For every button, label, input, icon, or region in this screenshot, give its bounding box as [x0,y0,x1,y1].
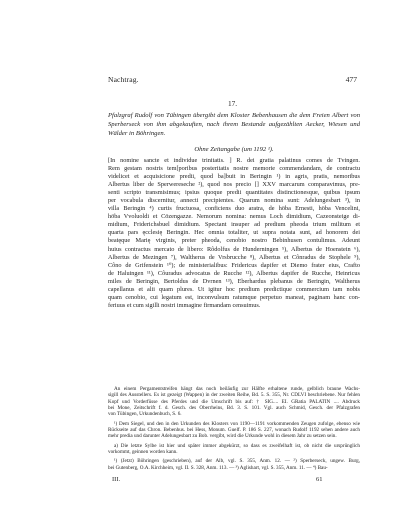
text-line: höba Vvoluoldi et Cözengazze. Nemorum nomina: nemus Loch dimidium, Cazeonsteige di- [108,213,360,221]
signature-volume: III. [112,476,121,483]
note-line: bei Mone, Zeitschrift f. d. Gesch. des Oberrheins, Bd. 3. S. 101. Vgl. auch Schmid, Gesch. der Pfalzgrafen [108,405,360,412]
text-line: quarta pars ęcclesię Beringin. Hec omnia totaliter, ut supra notata sunt, ad honorem dei [108,229,360,237]
note-line: Kopf und Vorderfüsse des Pferdes und die Umschrift bis auf: † SIG.... EI. GRatia PALATIN .... Abdruck [108,398,360,405]
text-line: beatęque Marię virginis, preter pheoda, cenobio nostro Bebinhusen contulimus. Adeunt [108,237,360,245]
text-line: huius contractus mercato de libero: Rôdolfus de Hunderningen ⁵), Albertus de Hoenstein ⁶), [108,245,360,253]
charter-text [108,157,360,310]
note-line: ¹) (Jetzt) Böhringen (geschrieben), auf der Alb, vgl. S. 355, Anm. 12. — ²) Sperberseck, ungew. Burg, [114,458,360,465]
text-line: de Haluingen ¹¹), Côuradus advocatus de Rucche ¹²), Albertus dapifer de Rucche, Heinricus [108,269,360,277]
text-line: midium, Friderichsbuel dimidium. Spectant insuper ad predium pheoda trium militum et [108,221,360,229]
text-line: per vocabula discernitur, annecti precipientes. Quarum nomina sunt: Adelungesbart ³), in [108,197,360,205]
note-line: sigill des Ausstellers. Es ist gezeigt (Wappen) in der zweiten Reihe, Bd. 5. S. 355, Nr. CDLVI beschriebene. Nur fehlen [108,392,360,399]
running-head [108,75,357,89]
note-line: An einem Pergamentstreifen hängt das noch beiläufig zur Hälfte erhaltene runde, gelblich braune Wachs- [114,386,360,392]
note-line: von Tübingen, Urkundenbuch, S. 6. [108,411,182,418]
text-line: quam cenobio, cui legatum est, inconvulsum ratumque perpetuo maneat, paginam hanc con- [108,293,360,301]
note-line: vorkommt, geinnen worden kann. [108,449,178,456]
running-head-section: Nachtrag. [108,75,139,84]
text-line: Albertus de Mezingen ⁷), Waltherus de Vrsbrucche ⁸), Albertus et Cônradus de Stophele ⁹), [108,253,360,261]
text-line: feriuus et cum sigilli nostri immagine firmandam censuimus. [108,301,261,309]
signature-sheet: 61 [316,476,323,483]
document-number: 17. [227,99,238,108]
text-line: Côno de Grifenstein ¹⁰); de ministerialibus: Fridericus dapifer et Diemo frater eius, Crafto [108,261,360,269]
text-line: Albertus liber de Sperwereseche ²), quod nos precio [] XXV marcarum comparavimus, pre- [108,181,360,189]
text-line: senti scripto transmisimus; ipsius quoque predii quantitates distinctionesque, quibus ipsum [108,189,360,197]
footnotes [108,386,360,471]
note-line: a) Die letzte Sylbe ist hier und später immer abgekürzt, so dass es zweifelhaft ist, ob nicht die ursprünglich [114,442,360,449]
text-line: capellanus et alii quam plures. Ut igitur hoc predium predictique commercium tam nobis [108,285,360,293]
text-line: villa Beringin ⁴) curtis fructuosa, conficiens duo aratra, de höba Ernesti, höba Vencelini, [108,205,360,213]
note-line: mehr predia und darunter Adelungesbart zu Bob. vergibt, wird die Urkunde wohl in diesem Jahr zu setzen sein. [108,433,337,440]
signature-mark [108,476,357,486]
note-line: Rückseite auf das Chron. Bebenhus. bei Hess, Monum. Guelf. P. 186 S. 227, wonach Rudolf 1192 sehen andere auch [108,427,360,434]
text-line: miles de Beringin, Bertoldus de Dvrnen ¹³), Eberhardus plebanus de Beringin, Waltherus [108,277,360,285]
note-line: ¹) Dem Siegel, und den in den Urkunden des Klosters von 1190—1191 vorkommenden Zeugen zufolge, ebenso wie [114,420,360,427]
regest-summary: Pfalzgraf Rudolf von Tübingen übergibt dem Kloster Bebenhausen die dem Freien Albert von Sperberseck von ihm abgekauften, nach ihrem Bestande aufgezählten Aecker, Wiesen und Wälder in Böhringen. [108,112,360,137]
text-line: Rem gestam nostris tem[poribus posteritatis nostre memorie commendandam, de contractu [108,165,360,173]
text-line: videlicet et acquisicione predii, quod ba]buit in Beringin ¹) in agris, pratis, nemoribus [108,173,360,181]
note-line: bei Gutenberg, O.A. Kirchheim, vgl. II. S. 328, Anm. 113. — ³) Aglishart, vgl. S. 355, Anm. 11. — ⁴) Bau- [108,464,328,471]
page-number: 477 [345,75,357,84]
text-line: [In nomine sancte et individue trinitatis. ] R. dei gratia palatinus comes de Tvingen. [108,157,360,164]
dating-line: Ohne Zeitangabe (um 1192 ¹). [194,146,274,153]
